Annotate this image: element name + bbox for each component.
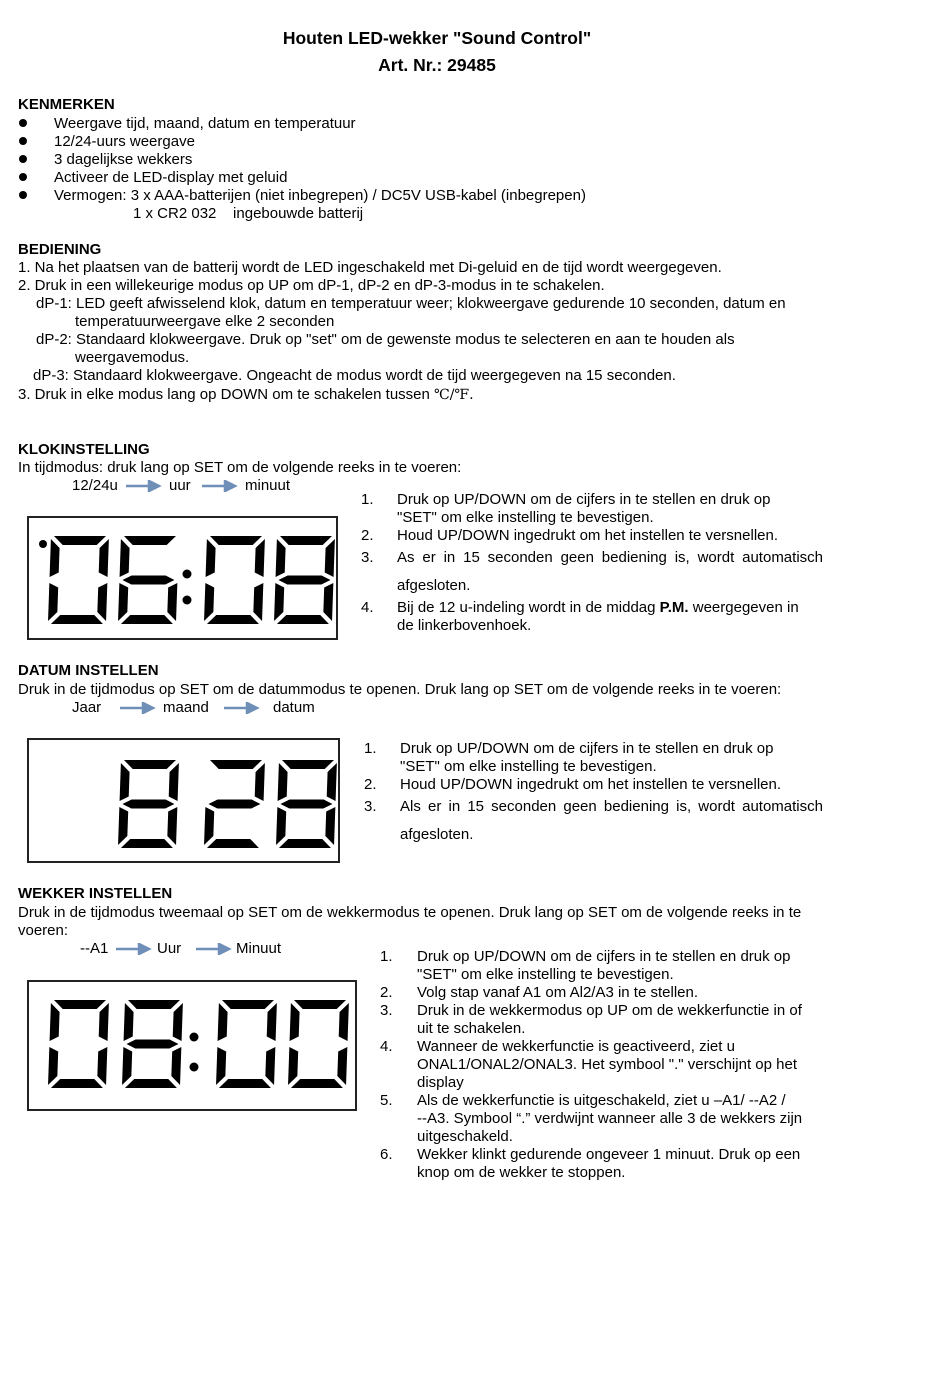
alarm-step-number: 5. bbox=[380, 1092, 393, 1109]
segment-c bbox=[167, 583, 177, 621]
segment-b bbox=[339, 1003, 349, 1041]
segment-e bbox=[122, 1047, 132, 1085]
alarm-step-text: ONAL1/ONAL2/ONAL3. Het symbool "." verschijnt op het bbox=[417, 1056, 797, 1073]
bullet-icon bbox=[19, 155, 27, 163]
segment-g bbox=[122, 576, 174, 585]
digit-0 bbox=[288, 1000, 349, 1088]
segment-b bbox=[327, 763, 337, 801]
operation-dp2: dP-2: Standaard klokweergave. Druk op "set" om de gewenste modus te selecteren en aan te houden als bbox=[36, 331, 735, 348]
date-step-text: Houd UP/DOWN ingedrukt om het instellen te versnellen. bbox=[400, 776, 782, 793]
clock-seq-item: 12/24u bbox=[72, 477, 118, 494]
digit-0 bbox=[216, 1000, 277, 1088]
segment-e bbox=[274, 583, 284, 621]
segment-c bbox=[253, 583, 263, 621]
clock-step-text: de linkerbovenhoek. bbox=[397, 617, 532, 634]
digit-8 bbox=[118, 760, 179, 848]
feature-item: 3 dagelijkse wekkers bbox=[54, 151, 193, 168]
segment-d bbox=[207, 839, 259, 848]
segment-a bbox=[280, 536, 332, 545]
segment-e bbox=[204, 583, 214, 621]
digit-6 bbox=[118, 536, 179, 624]
alarm-seq-item: Uur bbox=[157, 940, 182, 957]
alarm-step-number: 1. bbox=[380, 948, 393, 965]
clock-step-text-a2: weergegeven in bbox=[692, 599, 799, 616]
bullet-icon bbox=[19, 119, 27, 127]
segment-c bbox=[167, 807, 177, 845]
segment-e bbox=[118, 807, 128, 845]
clock-step-text bbox=[397, 599, 799, 617]
clock-intro: In tijdmodus: druk lang op SET om de volgende reeks in te voeren: bbox=[18, 459, 462, 476]
segment-e bbox=[288, 1047, 298, 1085]
segment-b bbox=[173, 1003, 183, 1041]
temperature-units: ℃/℉. bbox=[434, 387, 474, 403]
segment-e bbox=[216, 1047, 226, 1085]
features-heading: KENMERKEN bbox=[18, 96, 115, 113]
date-heading: DATUM INSTELLEN bbox=[18, 662, 159, 679]
operation-line: 1. Na het plaatsen van de batterij wordt de LED ingeschakeld met Di-geluid en de tijd wordt weergegeven. bbox=[18, 259, 722, 276]
operation-dp3: dP-3: Standaard klokweergave. Ongeacht de modus wordt de tijd weergegeven na 15 seconden. bbox=[33, 367, 676, 384]
date-step-text: "SET" om elke instelling te bevestigen. bbox=[400, 758, 657, 775]
segment-b bbox=[325, 539, 335, 577]
clock-step-number: 3. bbox=[361, 549, 374, 566]
alarm-step-text: uitgeschakeld. bbox=[417, 1128, 513, 1145]
bullet-icon bbox=[19, 173, 27, 181]
alarm-step-text: knop om de wekker te stoppen. bbox=[417, 1164, 626, 1181]
segment-a bbox=[124, 536, 176, 545]
segment-e bbox=[204, 807, 214, 845]
segment-a bbox=[124, 760, 176, 769]
segment-d bbox=[51, 615, 103, 624]
alarm-seq-item: --A1 bbox=[80, 940, 109, 957]
segment-c bbox=[171, 1047, 181, 1085]
segment-a bbox=[54, 1000, 106, 1009]
clock-seq-item: uur bbox=[169, 477, 191, 494]
operation-line3: 3. Druk in elke modus lang op DOWN om te schakelen tussen bbox=[18, 386, 430, 403]
segment-f bbox=[278, 763, 288, 801]
alarm-step-number: 2. bbox=[380, 984, 393, 1001]
segment-a bbox=[128, 1000, 180, 1009]
operation-dp1-cont: temperatuurweergave elke 2 seconden bbox=[75, 313, 335, 330]
segment-g bbox=[278, 576, 330, 585]
digit-8 bbox=[122, 1000, 183, 1088]
clock-step-text: afgesloten. bbox=[397, 577, 471, 594]
operation-dp2-cont: weergavemodus. bbox=[75, 349, 190, 366]
clock-seq-item: minuut bbox=[245, 477, 291, 494]
segment-c bbox=[97, 1047, 107, 1085]
clock-step-text: As er in 15 seconden geen bediening is, wordt automatisch bbox=[397, 549, 823, 566]
feature-extra: 1 x CR2 032 ingebouwde batterij bbox=[133, 205, 364, 222]
feature-item: Weergave tijd, maand, datum en temperatuur bbox=[54, 115, 356, 132]
colon-dot bbox=[190, 1063, 199, 1072]
digit-8 bbox=[276, 760, 337, 848]
clock-heading: KLOKINSTELLING bbox=[18, 441, 150, 458]
date-step-text: afgesloten. bbox=[400, 826, 474, 843]
segment-c bbox=[337, 1047, 347, 1085]
alarm-intro: Druk in de tijdmodus tweemaal op SET om de wekkermodus te openen. Druk lang op SET om de volgende reeks in te bbox=[18, 904, 802, 921]
date-step-number: 1. bbox=[364, 740, 377, 757]
segment-f bbox=[218, 1003, 228, 1041]
clock-step-text: "SET" om elke instelling te bevestigen. bbox=[397, 509, 654, 526]
segment-f bbox=[276, 539, 286, 577]
segment-d bbox=[279, 839, 331, 848]
clock-step-number: 4. bbox=[361, 599, 374, 616]
pm-label: P.M. bbox=[659, 599, 689, 616]
bullet-icon bbox=[19, 191, 27, 199]
segment-c bbox=[265, 1047, 275, 1085]
segment-b bbox=[169, 763, 179, 801]
pm-indicator bbox=[39, 540, 47, 548]
digit-0 bbox=[48, 1000, 109, 1088]
segment-e bbox=[48, 583, 58, 621]
segment-d bbox=[277, 615, 329, 624]
date-seq-item: datum bbox=[273, 699, 315, 716]
clock-step-text-a: Bij de 12 u-indeling wordt in de middag bbox=[397, 599, 656, 616]
date-step-text: Druk op UP/DOWN om de cijfers in te stellen en druk op bbox=[400, 740, 774, 757]
segment-a bbox=[222, 1000, 274, 1009]
alarm-step-text: Druk op UP/DOWN om de cijfers in te stellen en druk op bbox=[417, 948, 791, 965]
date-step-number: 3. bbox=[364, 798, 377, 815]
clock-lcd-digits bbox=[29, 518, 340, 642]
date-lcd-digits bbox=[29, 740, 342, 865]
segment-c bbox=[323, 583, 333, 621]
digit-0 bbox=[204, 536, 265, 624]
page-title: Houten LED-wekker "Sound Control" bbox=[282, 28, 592, 48]
digit-8 bbox=[274, 536, 335, 624]
feature-item: Vermogen: 3 x AAA-batterijen (niet inbegrepen) / DC5V USB-kabel (inbegrepen) bbox=[54, 187, 586, 204]
date-lcd-display bbox=[27, 738, 340, 863]
segment-d bbox=[121, 839, 173, 848]
arrow-right-icon bbox=[120, 702, 156, 714]
segment-a bbox=[210, 536, 262, 545]
date-step-text: Als er in 15 seconden geen bediening is, wordt automatisch bbox=[400, 798, 823, 815]
segment-f bbox=[50, 1003, 60, 1041]
segment-d bbox=[121, 615, 173, 624]
clock-step-number: 1. bbox=[361, 491, 374, 508]
digit-2 bbox=[204, 760, 265, 848]
alarm-step-number: 6. bbox=[380, 1146, 393, 1163]
operation-line: 2. Druk in een willekeurige modus op UP om dP-1, dP-2 en dP-3-modus in te schakelen. bbox=[18, 277, 605, 294]
alarm-step-text: "SET" om elke instelling te bevestigen. bbox=[417, 966, 674, 983]
clock-step-text: Druk op UP/DOWN om de cijfers in te stellen en druk op bbox=[397, 491, 771, 508]
alarm-seq-item: Minuut bbox=[236, 940, 282, 957]
alarm-intro: voeren: bbox=[18, 922, 69, 939]
segment-e bbox=[48, 1047, 58, 1085]
segment-b bbox=[99, 539, 109, 577]
date-intro: Druk in de tijdmodus op SET om de datummodus te openen. Druk lang op SET om de volgende reeks in te voeren: bbox=[18, 681, 782, 698]
digit-0 bbox=[48, 536, 109, 624]
segment-a bbox=[54, 536, 106, 545]
segment-g bbox=[208, 800, 260, 809]
segment-d bbox=[207, 615, 259, 624]
alarm-step-text: Als de wekkerfunctie is uitgeschakeld, ziet u –A1/ --A2 / bbox=[417, 1092, 786, 1109]
date-seq-item: maand bbox=[163, 699, 209, 716]
alarm-step-text: Wekker klinkt gedurende ongeveer 1 minuut. Druk op een bbox=[417, 1146, 801, 1163]
operation-line bbox=[18, 386, 474, 404]
clock-lcd-display bbox=[27, 516, 338, 640]
segment-c bbox=[97, 583, 107, 621]
colon-dot bbox=[183, 596, 192, 605]
segment-a bbox=[210, 760, 262, 769]
alarm-heading: WEKKER INSTELLEN bbox=[18, 885, 173, 902]
alarm-step-number: 3. bbox=[380, 1002, 393, 1019]
segment-c bbox=[325, 807, 335, 845]
segment-f bbox=[124, 1003, 134, 1041]
clock-step-number: 2. bbox=[361, 527, 374, 544]
alarm-step-number: 4. bbox=[380, 1038, 393, 1055]
segment-e bbox=[118, 583, 128, 621]
segment-g bbox=[126, 1040, 178, 1049]
alarm-step-text: Druk in de wekkermodus op UP om de wekkerfunctie in of bbox=[417, 1002, 802, 1019]
alarm-step-text: Volg stap vanaf A1 om Al2/A3 in te stellen. bbox=[417, 984, 699, 1001]
alarm-step-text: Wanneer de wekkerfunctie is geactiveerd, ziet u bbox=[417, 1038, 735, 1055]
segment-d bbox=[125, 1079, 177, 1088]
date-step-number: 2. bbox=[364, 776, 377, 793]
segment-b bbox=[255, 539, 265, 577]
alarm-step-text: display bbox=[417, 1074, 464, 1091]
arrow-right-icon bbox=[202, 480, 238, 492]
article-number: Art. Nr.: 29485 bbox=[378, 55, 496, 75]
segment-a bbox=[282, 760, 334, 769]
segment-f bbox=[120, 539, 130, 577]
alarm-lcd-digits bbox=[29, 982, 359, 1113]
segment-g bbox=[122, 800, 174, 809]
alarm-step-text: uit te schakelen. bbox=[417, 1020, 526, 1037]
feature-item: Activeer de LED-display met geluid bbox=[54, 169, 288, 186]
bullet-icon bbox=[19, 137, 27, 145]
date-seq-item: Jaar bbox=[72, 699, 102, 716]
arrow-right-icon bbox=[116, 943, 152, 955]
operation-dp1: dP-1: LED geeft afwisselend klok, datum en temperatuur weer; klokweergave gedurende 10 seconden, datum en bbox=[36, 295, 786, 312]
segment-b bbox=[255, 763, 265, 801]
segment-f bbox=[290, 1003, 300, 1041]
segment-g bbox=[280, 800, 332, 809]
alarm-lcd-display bbox=[27, 980, 357, 1111]
colon-dot bbox=[190, 1033, 199, 1042]
segment-a bbox=[294, 1000, 346, 1009]
segment-f bbox=[120, 763, 130, 801]
arrow-right-icon bbox=[126, 480, 162, 492]
segment-d bbox=[219, 1079, 271, 1088]
clock-step-text: Houd UP/DOWN ingedrukt om het instellen te versnellen. bbox=[397, 527, 779, 544]
operation-heading: BEDIENING bbox=[18, 241, 102, 258]
segment-b bbox=[267, 1003, 277, 1041]
arrow-right-icon bbox=[224, 702, 260, 714]
alarm-step-text: --A3. Symbool “.” verdwijnt wanneer alle 3 de wekkers zijn bbox=[417, 1110, 803, 1127]
segment-e bbox=[276, 807, 286, 845]
colon-dot bbox=[183, 570, 192, 579]
feature-item: 12/24-uurs weergave bbox=[54, 133, 195, 150]
segment-d bbox=[291, 1079, 343, 1088]
segment-f bbox=[50, 539, 60, 577]
arrow-right-icon bbox=[196, 943, 232, 955]
segment-d bbox=[51, 1079, 103, 1088]
segment-f bbox=[206, 539, 216, 577]
segment-b bbox=[99, 1003, 109, 1041]
